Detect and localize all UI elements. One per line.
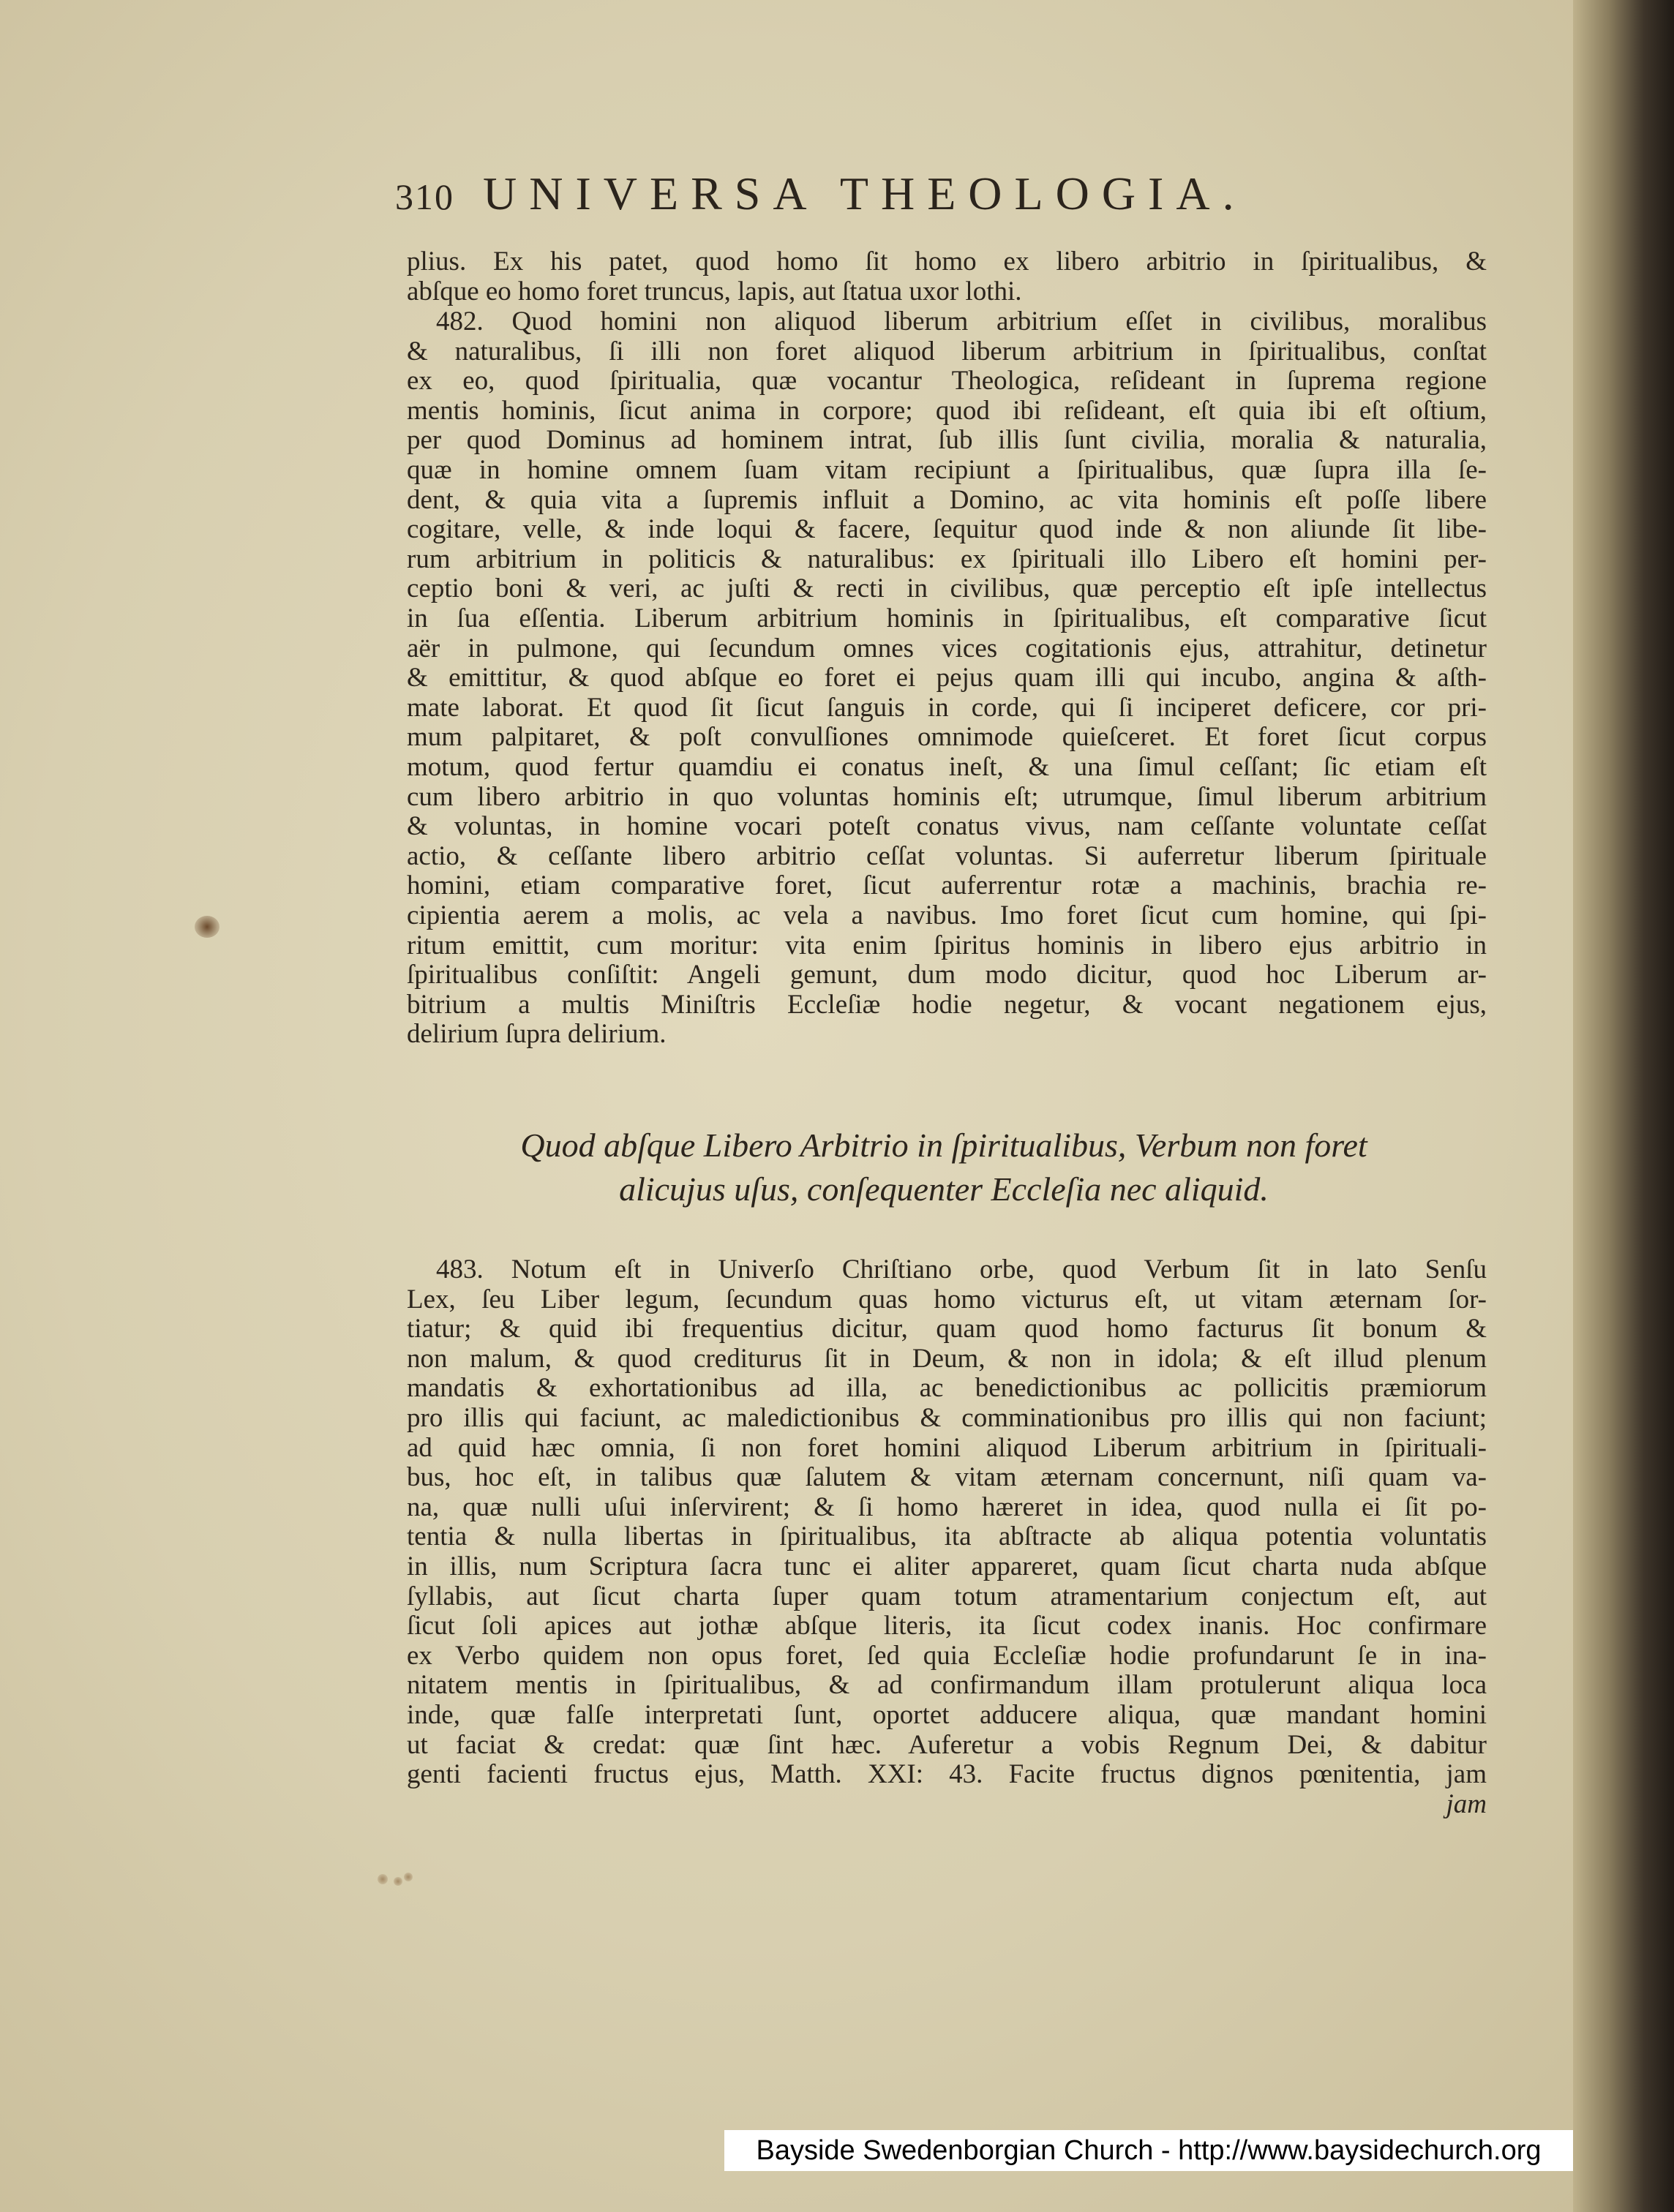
paragraph-483-line: tentia & nulla libertas in ſpiritualibus, ita abſtracte ab aliqua potentia voluntatis bbox=[407, 1521, 1487, 1551]
paragraph-482-line: quæ in homine omnem ſuam vitam recipiunt a ſpiritualibus, quæ ſupra illa ſe- bbox=[407, 455, 1487, 485]
paragraph-482-line: cipientia aerem a molis, ac vela a navibus. Imo foret ſicut cum homine, qui ſpi- bbox=[407, 900, 1487, 930]
paragraph-483-line: pro illis qui faciunt, ac maledictionibus & comminationibus pro illis qui non faciunt; bbox=[407, 1403, 1487, 1433]
paragraph-482-line: bitrium a multis Miniſtris Eccleſiæ hodie negetur, & vocant negationem ejus, bbox=[407, 990, 1487, 1020]
paragraph-482-line: mentis hominis, ſicut anima in corpore; quod ibi reſideant, eſt quia ibi eſt oſtium, bbox=[407, 396, 1487, 426]
paragraph-482-line: rum arbitrium in politicis & naturalibus: ex ſpirituali illo Libero eſt homini per- bbox=[407, 544, 1487, 574]
paragraph-482-line: cogitare, velle, & inde loqui & facere, ſequitur quod inde & non aliunde ſit libe- bbox=[407, 514, 1487, 544]
paragraph-482-line: per quod Dominus ad hominem intrat, ſub illis ſunt civilia, moralia & naturalia, bbox=[407, 425, 1487, 455]
paragraph-483-line: ex Verbo quidem non opus foret, ſed quia Eccleſiæ hodie profundarunt ſe in ina- bbox=[407, 1641, 1487, 1671]
paragraph-482-line: ceptio boni & veri, ac juſti & recti in civilibus, quæ perceptio eſt ipſe intellectus bbox=[407, 573, 1487, 603]
book-gutter-shadow bbox=[1573, 0, 1674, 2212]
paragraph-482-line: 482. Quod homini non aliquod liberum arbitrium eſſet in civilibus, moralibus bbox=[436, 306, 1487, 336]
paragraph-482-line: & voluntas, in homine vocari poteſt conatus vivus, nam ceſſante voluntate ceſſat bbox=[407, 811, 1487, 841]
paragraph-482-line: motum, quod fertur quamdiu ei conatus ineſt, & una ſimul ceſſant; ſic etiam eſt bbox=[407, 752, 1487, 782]
paragraph-482-line: actio, & ceſſante libero arbitrio ceſſat voluntas. Si auferretur liberum ſpirituale bbox=[407, 841, 1487, 871]
page-header bbox=[395, 167, 1449, 225]
paragraph-482-line: homini, etiam comparative foret, ſicut auferrentur rotæ a machinis, brachia re- bbox=[407, 870, 1487, 900]
paragraph-482-line: mum palpitaret, & poſt convulſiones omnimode quieſceret. Et foret ſicut corpus bbox=[407, 722, 1487, 752]
paragraph-482-line: delirium ſupra delirium. bbox=[407, 1019, 667, 1049]
paragraph-482-line: in ſua eſſentia. Liberum arbitrium hominis in ſpiritualibus, eſt comparative ſicut bbox=[407, 603, 1487, 633]
paragraph-483-line: 483. Notum eſt in Univerſo Chriſtiano orbe, quod Verbum ſit in lato Senſu bbox=[436, 1254, 1487, 1284]
paragraph-483-line: ad quid hæc omnia, ſi non foret homini aliquod Liberum arbitrium in ſpirituali- bbox=[407, 1433, 1487, 1463]
paragraph-482-line: & naturalibus, ſi illi non foret aliquod liberum arbitrium in ſpiritualibus, conſtat bbox=[407, 336, 1487, 366]
paragraph-483-line: genti facienti fructus ejus, Matth. XXI: 43. Facite fructus dignos pœnitentia, jam bbox=[407, 1759, 1487, 1789]
foxing-stain bbox=[195, 916, 219, 938]
paragraph-482-line: cum libero arbitrio in quo voluntas hominis eſt; utrumque, ſimul liberum arbitrium bbox=[407, 782, 1487, 812]
paragraph-483-line: ut faciat & credat: quæ ſint hæc. Auferetur a vobis Regnum Dei, & dabitur bbox=[407, 1730, 1487, 1760]
paragraph-482-line: ſpiritualibus conſiſtit: Angeli gemunt, dum modo dicitur, quod hoc Liberum ar- bbox=[407, 960, 1487, 990]
paragraph-483-line: na, quæ nulli uſui inſervirent; & ſi homo hæreret in idea, quod nulla ei ſit po- bbox=[407, 1492, 1487, 1522]
section-heading-line-1: Quod abſque Libero Arbitrio in ſpiritualibus, Verbum non foret bbox=[520, 1126, 1367, 1164]
paragraph-483-line: ſicut ſoli apices aut jothæ abſque literis, ita ſicut codex inanis. Hoc confirmare bbox=[407, 1611, 1487, 1641]
foxing-stain bbox=[404, 1873, 413, 1881]
foxing-stain bbox=[378, 1874, 388, 1884]
page-number: 310 bbox=[395, 176, 454, 217]
paragraph-482-line: ritum emittit, cum moritur: vita enim ſpiritus hominis in libero ejus arbitrio in bbox=[407, 930, 1487, 960]
paragraph-482-line: & emittitur, & quod abſque eo foret ei pejus quam illi qui incubo, angina & aſth- bbox=[407, 663, 1487, 693]
section-heading-line-2: alicujus uſus, conſequenter Eccleſia nec aliquid. bbox=[619, 1170, 1269, 1208]
paragraph-continuation-line: abſque eo homo foret truncus, lapis, aut ſtatua uxor lothi. bbox=[407, 276, 1022, 306]
foxing-stain bbox=[394, 1877, 402, 1886]
paragraph-483-line: inde, quæ falſe interpretati ſunt, oportet adducere aliqua, quæ mandant homini bbox=[407, 1700, 1487, 1730]
paragraph-482-line: ex eo, quod ſpiritualia, quæ vocantur Theologica, reſideant in ſuprema regione bbox=[407, 366, 1487, 396]
paragraph-482-line: mate laborat. Et quod ſit ſicut ſanguis in corde, qui ſi inciperet deficere, cor pri- bbox=[407, 693, 1487, 723]
paragraph-483-line: Lex, ſeu Liber legum, ſecundum quas homo victurus eſt, ut vitam æternam ſor- bbox=[407, 1284, 1487, 1314]
running-title: UNIVERSA THEOLOGIA. bbox=[483, 168, 1247, 219]
catchword: jam bbox=[1446, 1789, 1487, 1819]
paragraph-482-line: dent, & quia vita a ſupremis influit a Domino, ac vita hominis eſt poſſe libere bbox=[407, 485, 1487, 515]
watermark-banner: Bayside Swedenborgian Church - http://www.baysidechurch.org bbox=[724, 2130, 1573, 2171]
paragraph-continuation-line: plius. Ex his patet, quod homo ſit homo ex libero arbitrio in ſpiritualibus, & bbox=[407, 247, 1487, 276]
paragraph-483-line: mandatis & exhortationibus ad illa, ac benedictionibus ac pollicitis præmiorum bbox=[407, 1373, 1487, 1403]
paragraph-482-line: aër in pulmone, qui ſecundum omnes vices cogitationis ejus, attrahitur, detinetur bbox=[407, 633, 1487, 663]
paragraph-483-line: non malum, & quod crediturus ſit in Deum, & non in idola; & eſt illud plenum bbox=[407, 1344, 1487, 1374]
paragraph-483-line: ſyllabis, aut ſicut charta ſuper quam totum atramentarium conjectum eſt, aut bbox=[407, 1581, 1487, 1611]
paragraph-483-line: in illis, num Scriptura ſacra tunc ei aliter appareret, quam ſicut charta nuda abſque bbox=[407, 1551, 1487, 1581]
paragraph-483-line: nitatem mentis in ſpiritualibus, & ad confirmandum illam protulerunt aliqua loca bbox=[407, 1670, 1487, 1700]
paragraph-483-line: tiatur; & quid ibi frequentius dicitur, quam quod homo facturus ſit bonum & bbox=[407, 1314, 1487, 1344]
paragraph-483-line: bus, hoc eſt, in talibus quæ ſalutem & vitam æternam concernunt, niſi quam va- bbox=[407, 1462, 1487, 1492]
